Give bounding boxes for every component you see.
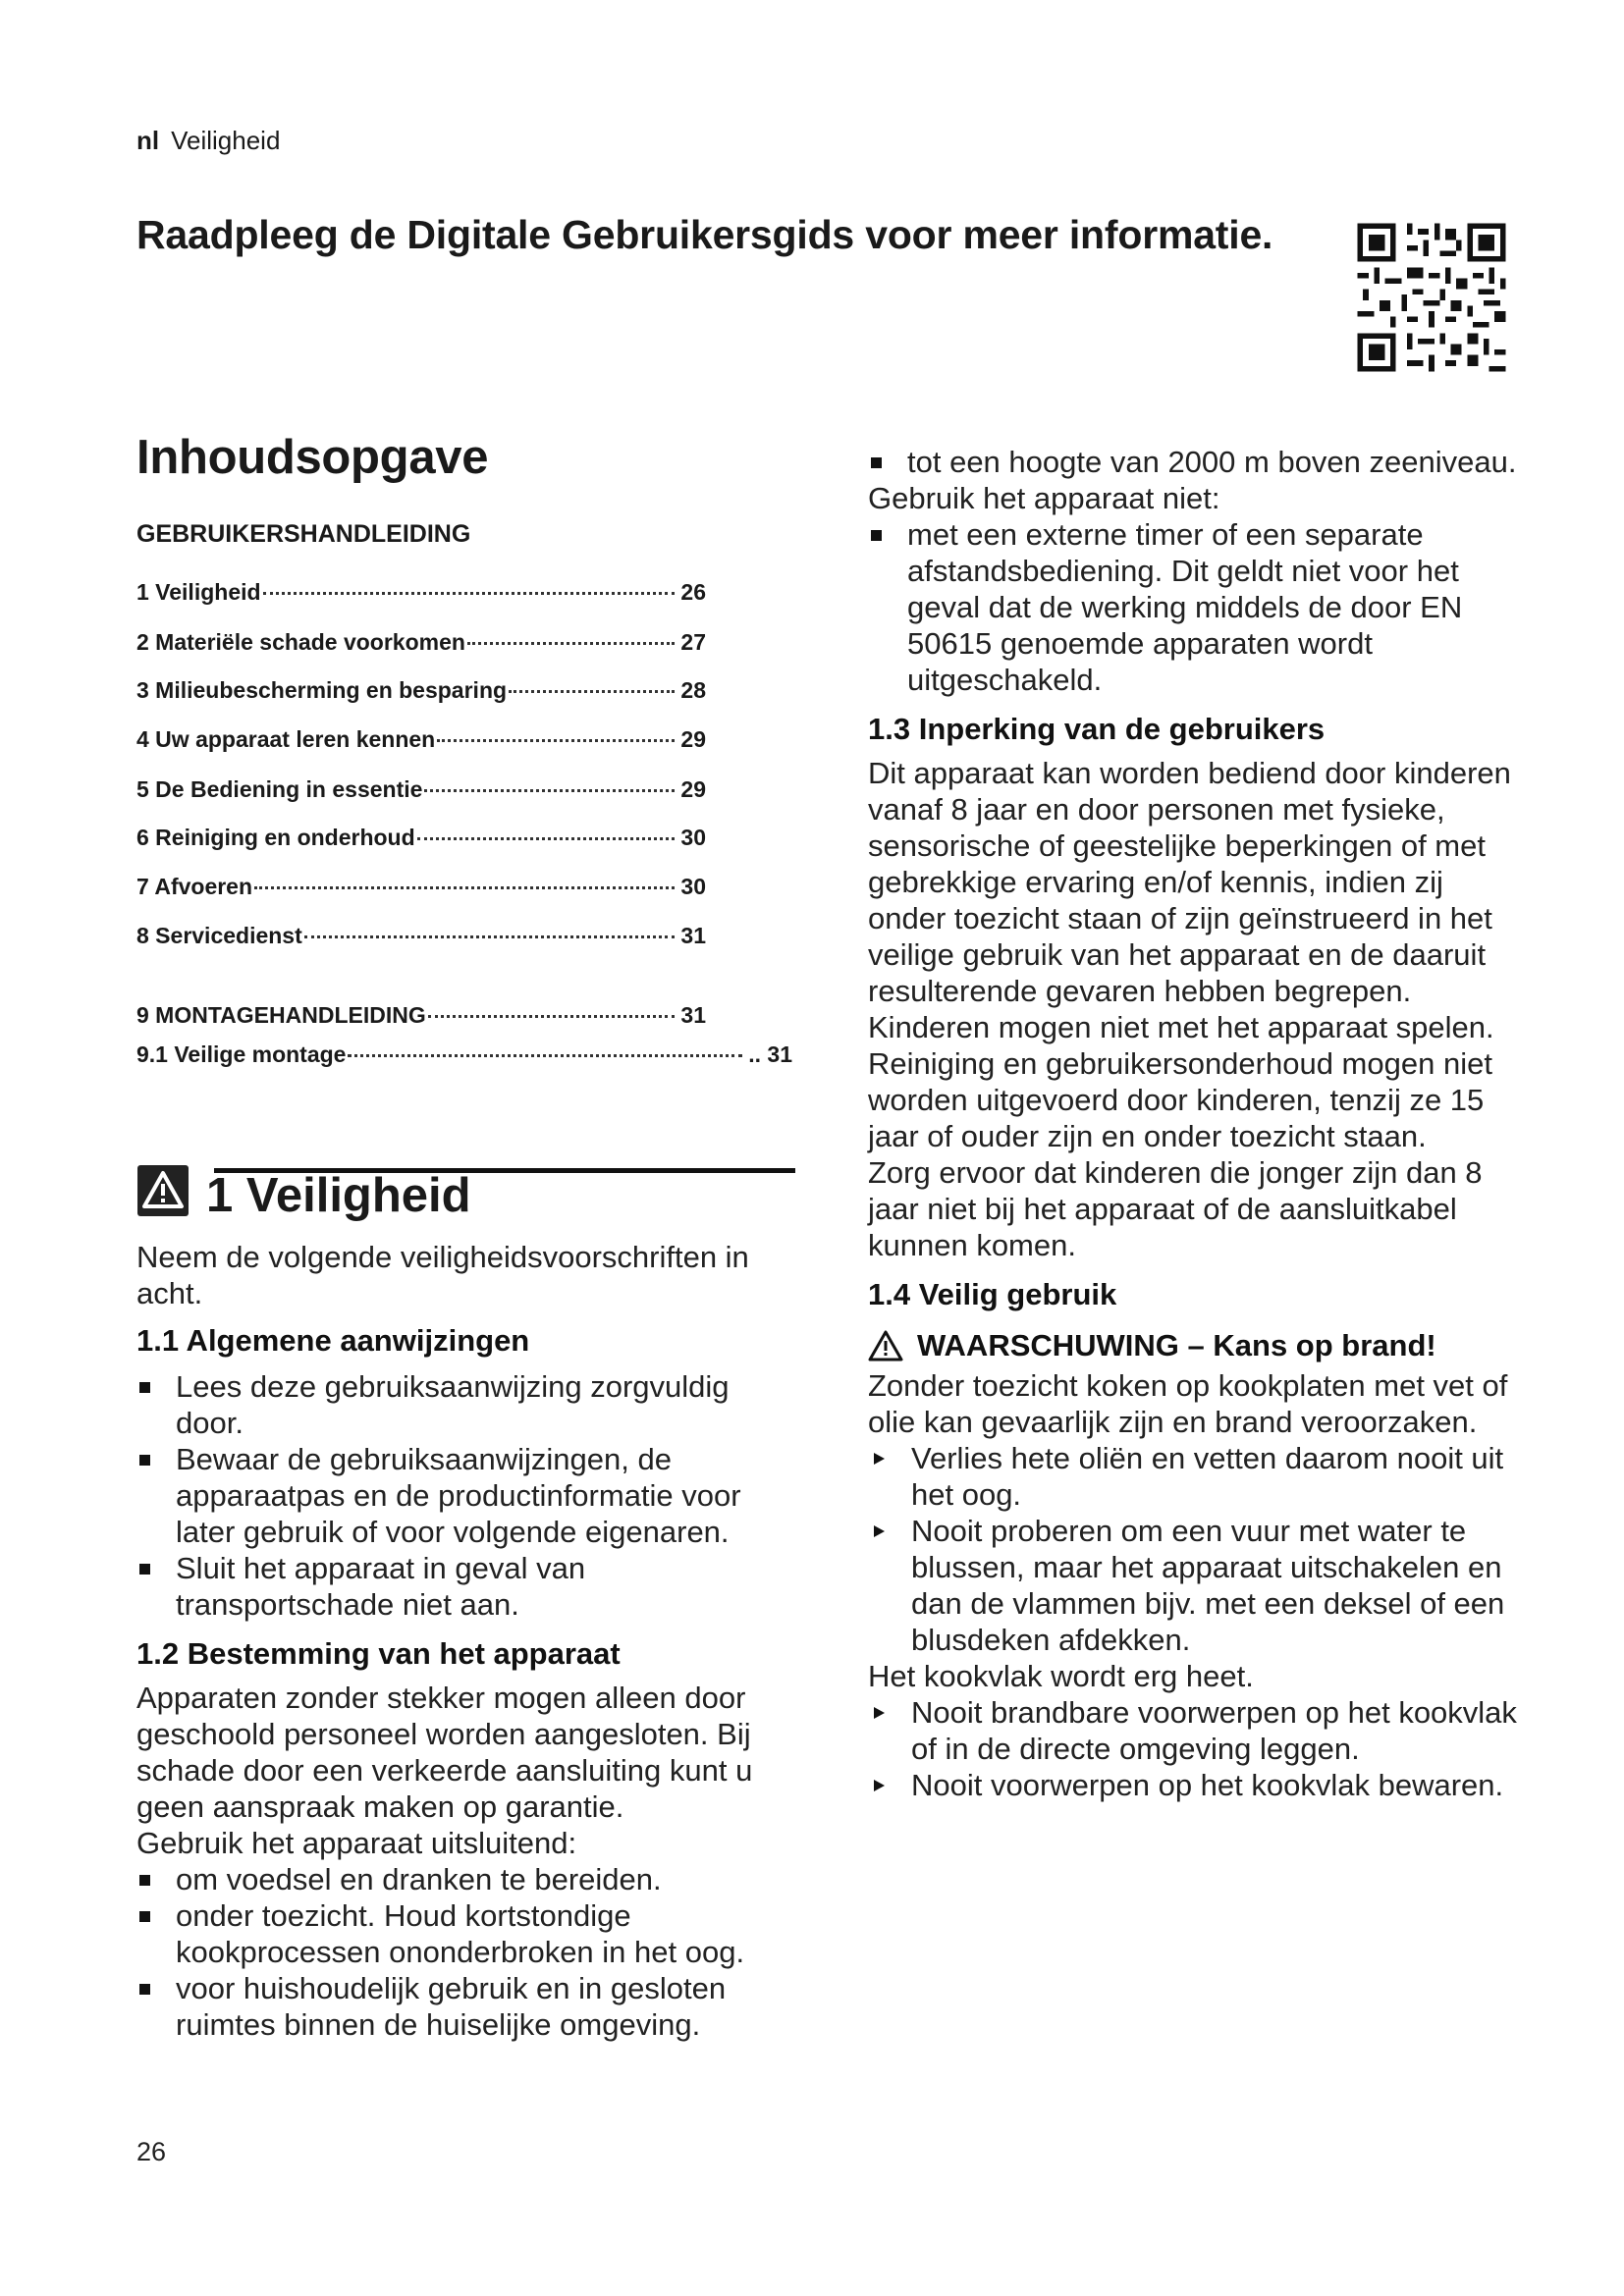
subsection-title-1-3: 1.3 Inperking van de gebruikers	[868, 712, 1326, 746]
paragraph-lead: Gebruik het apparaat uitsluitend:	[136, 1826, 577, 1860]
qr-code-icon[interactable]	[1352, 218, 1511, 377]
toc-entry-6[interactable]	[136, 825, 706, 851]
list-item: Bewaar de gebruiksaanwijzingen, de apparaatpas en de productinformatie voor later gebruik of voor volgende eigenaren.	[136, 1441, 796, 1550]
toc-leader	[254, 886, 675, 889]
list-item: Verlies hete oliën en vetten daarom nooit uit het oog.	[868, 1440, 1528, 1513]
toc-entry-page: 29	[680, 776, 706, 802]
toc-entry-page: .. 31	[748, 1041, 792, 1067]
warning-triangle-icon	[136, 1164, 189, 1217]
toc-entry-9[interactable]	[136, 1002, 706, 1029]
toc-entry-page: 30	[680, 825, 706, 850]
toc-leader	[424, 789, 675, 792]
paragraph-lead: Gebruik het apparaat niet:	[868, 481, 1220, 515]
subsection-title-1-1: 1.1 Algemene aanwijzingen	[136, 1323, 530, 1358]
toc-leader	[304, 935, 676, 938]
list-item: om voedsel en dranken te bereiden.	[136, 1861, 796, 1897]
toc-entry-3[interactable]	[136, 677, 706, 704]
bullet-list-not	[868, 516, 1528, 698]
toc-entry-7[interactable]	[136, 874, 706, 900]
toc-entry-page: 28	[680, 677, 706, 703]
toc-entry-page: 29	[680, 726, 706, 752]
language-code: nl	[136, 126, 160, 155]
toc-entry-label: 4 Uw apparaat leren kennen	[136, 726, 436, 752]
toc-entry-label: 7 Afvoeren	[136, 874, 253, 899]
paragraph: Zorg ervoor dat kinderen die jonger zijn dan 8 jaar niet bij het apparaat of de aansluitkabel kunnen komen.	[868, 1155, 1483, 1262]
toc-leader	[348, 1054, 742, 1057]
toc-entry-label: 2 Materiële schade voorkomen	[136, 629, 465, 655]
running-header	[136, 126, 280, 156]
toc-leader	[263, 592, 676, 595]
paragraph: Het kookvlak wordt erg heet.	[868, 1659, 1254, 1693]
paragraph: Reiniging en gebruikersonderhoud mogen niet worden uitgevoerd door kinderen, tenzij ze 15 jaar of ouder zijn en onder toezicht staan.	[868, 1046, 1492, 1153]
list-item: Sluit het apparaat in geval van transportschade niet aan.	[136, 1550, 796, 1623]
toc-entry-page: 31	[680, 923, 706, 948]
bullet-list-1-2	[136, 1861, 796, 2043]
bullet-list-1-2-cont	[868, 444, 1528, 480]
warning-heading	[868, 1328, 1528, 1363]
toc-leader	[509, 690, 675, 693]
step-list-1	[868, 1440, 1528, 1658]
toc-entry-page: 30	[680, 874, 706, 899]
toc-entry-page: 27	[680, 629, 706, 655]
toc-leader	[428, 1015, 676, 1018]
header-section: Veiligheid	[171, 126, 281, 155]
paragraph: Zonder toezicht koken op kookplaten met vet of olie kan gevaarlijk zijn en brand veroorzaken.	[868, 1368, 1508, 1439]
list-item: Lees deze gebruiksaanwijzing zorgvuldig door.	[136, 1368, 796, 1441]
bullet-list-1-1	[136, 1368, 796, 1623]
section-intro: Neem de volgende veiligheidsvoorschriften in acht.	[136, 1240, 749, 1310]
list-item: voor huishoudelijk gebruik en in gesloten ruimtes binnen de huiselijke omgeving.	[136, 1970, 796, 2043]
paragraph: Apparaten zonder stekker mogen alleen door geschoold personeel worden aangesloten. Bij schade door een verkeerde aansluiting kunt u geen aanspraak maken op garantie.	[136, 1681, 753, 1824]
toc-entry-4[interactable]	[136, 726, 706, 753]
subsection-title-1-4: 1.4 Veilig gebruik	[868, 1277, 1117, 1311]
toc-entry-label: 3 Milieubescherming en besparing	[136, 677, 508, 703]
toc-entry-page: 26	[680, 579, 706, 605]
toc-entry-label: 9.1 Veilige montage	[136, 1041, 347, 1067]
toc-title: Inhoudsopgave	[136, 431, 489, 484]
list-item: onder toezicht. Houd kortstondige kookprocessen ononderbroken in het oog.	[136, 1897, 796, 1970]
toc-entry-label: 6 Reiniging en onderhoud	[136, 825, 415, 850]
warning-text: WAARSCHUWING – Kans op brand!	[917, 1328, 1436, 1362]
toc-entry-page: 31	[680, 1002, 706, 1028]
toc-entry-8[interactable]	[136, 923, 706, 949]
toc-entry-label: 5 De Bediening in essentie	[136, 776, 423, 802]
toc-subtitle: GEBRUIKERSHANDLEIDING	[136, 520, 471, 548]
list-item: Nooit voorwerpen op het kookvlak bewaren.	[868, 1767, 1528, 1803]
toc-entry-9-1[interactable]	[136, 1041, 792, 1068]
warning-triangle-icon	[868, 1330, 903, 1362]
toc-leader	[437, 739, 675, 742]
toc-entry-1[interactable]	[136, 579, 706, 606]
digital-guide-banner: Raadpleeg de Digitale Gebruikersgids voor meer informatie.	[136, 212, 1273, 257]
list-item: tot een hoogte van 2000 m boven zeeniveau.	[868, 444, 1528, 480]
section-title: 1 Veiligheid	[206, 1169, 471, 1222]
paragraph: Dit apparaat kan worden bediend door kinderen vanaf 8 jaar en door personen met fysieke, sensorische of geestelijke beperkingen of met gebrekkige ervaring en/of kennis, indien zij onder toezicht staan of zijn geïnstrueerd in het veilige gebruik van het apparaat en de daaruit resulterende gevaren hebben begrepen.	[868, 756, 1511, 1008]
subsection-title-1-2: 1.2 Bestemming van het apparaat	[136, 1636, 621, 1671]
toc-entry-label: 8 Servicedienst	[136, 923, 302, 948]
toc-leader	[467, 642, 675, 645]
list-item: met een externe timer of een separate afstandsbediening. Dit geldt niet voor het geval dat de werking middels de door EN 50615 genoemde apparaten wordt uitgeschakeld.	[868, 516, 1528, 698]
toc-entry-2[interactable]	[136, 629, 706, 656]
list-item: Nooit proberen om een vuur met water te blussen, maar het apparaat uitschakelen en dan de vlammen bijv. met een deksel of een blusdeken afdekken.	[868, 1513, 1528, 1658]
toc-entry-label: 1 Veiligheid	[136, 579, 261, 605]
toc-leader	[417, 837, 676, 840]
step-list-2	[868, 1694, 1528, 1803]
list-item: Nooit brandbare voorwerpen op het kookvlak of in de directe omgeving leggen.	[868, 1694, 1528, 1767]
toc-entry-label: 9 MONTAGEHANDLEIDING	[136, 1002, 426, 1028]
paragraph: Kinderen mogen niet met het apparaat spelen.	[868, 1010, 1494, 1044]
page-number: 26	[136, 2137, 167, 2166]
toc-entry-5[interactable]	[136, 776, 706, 803]
